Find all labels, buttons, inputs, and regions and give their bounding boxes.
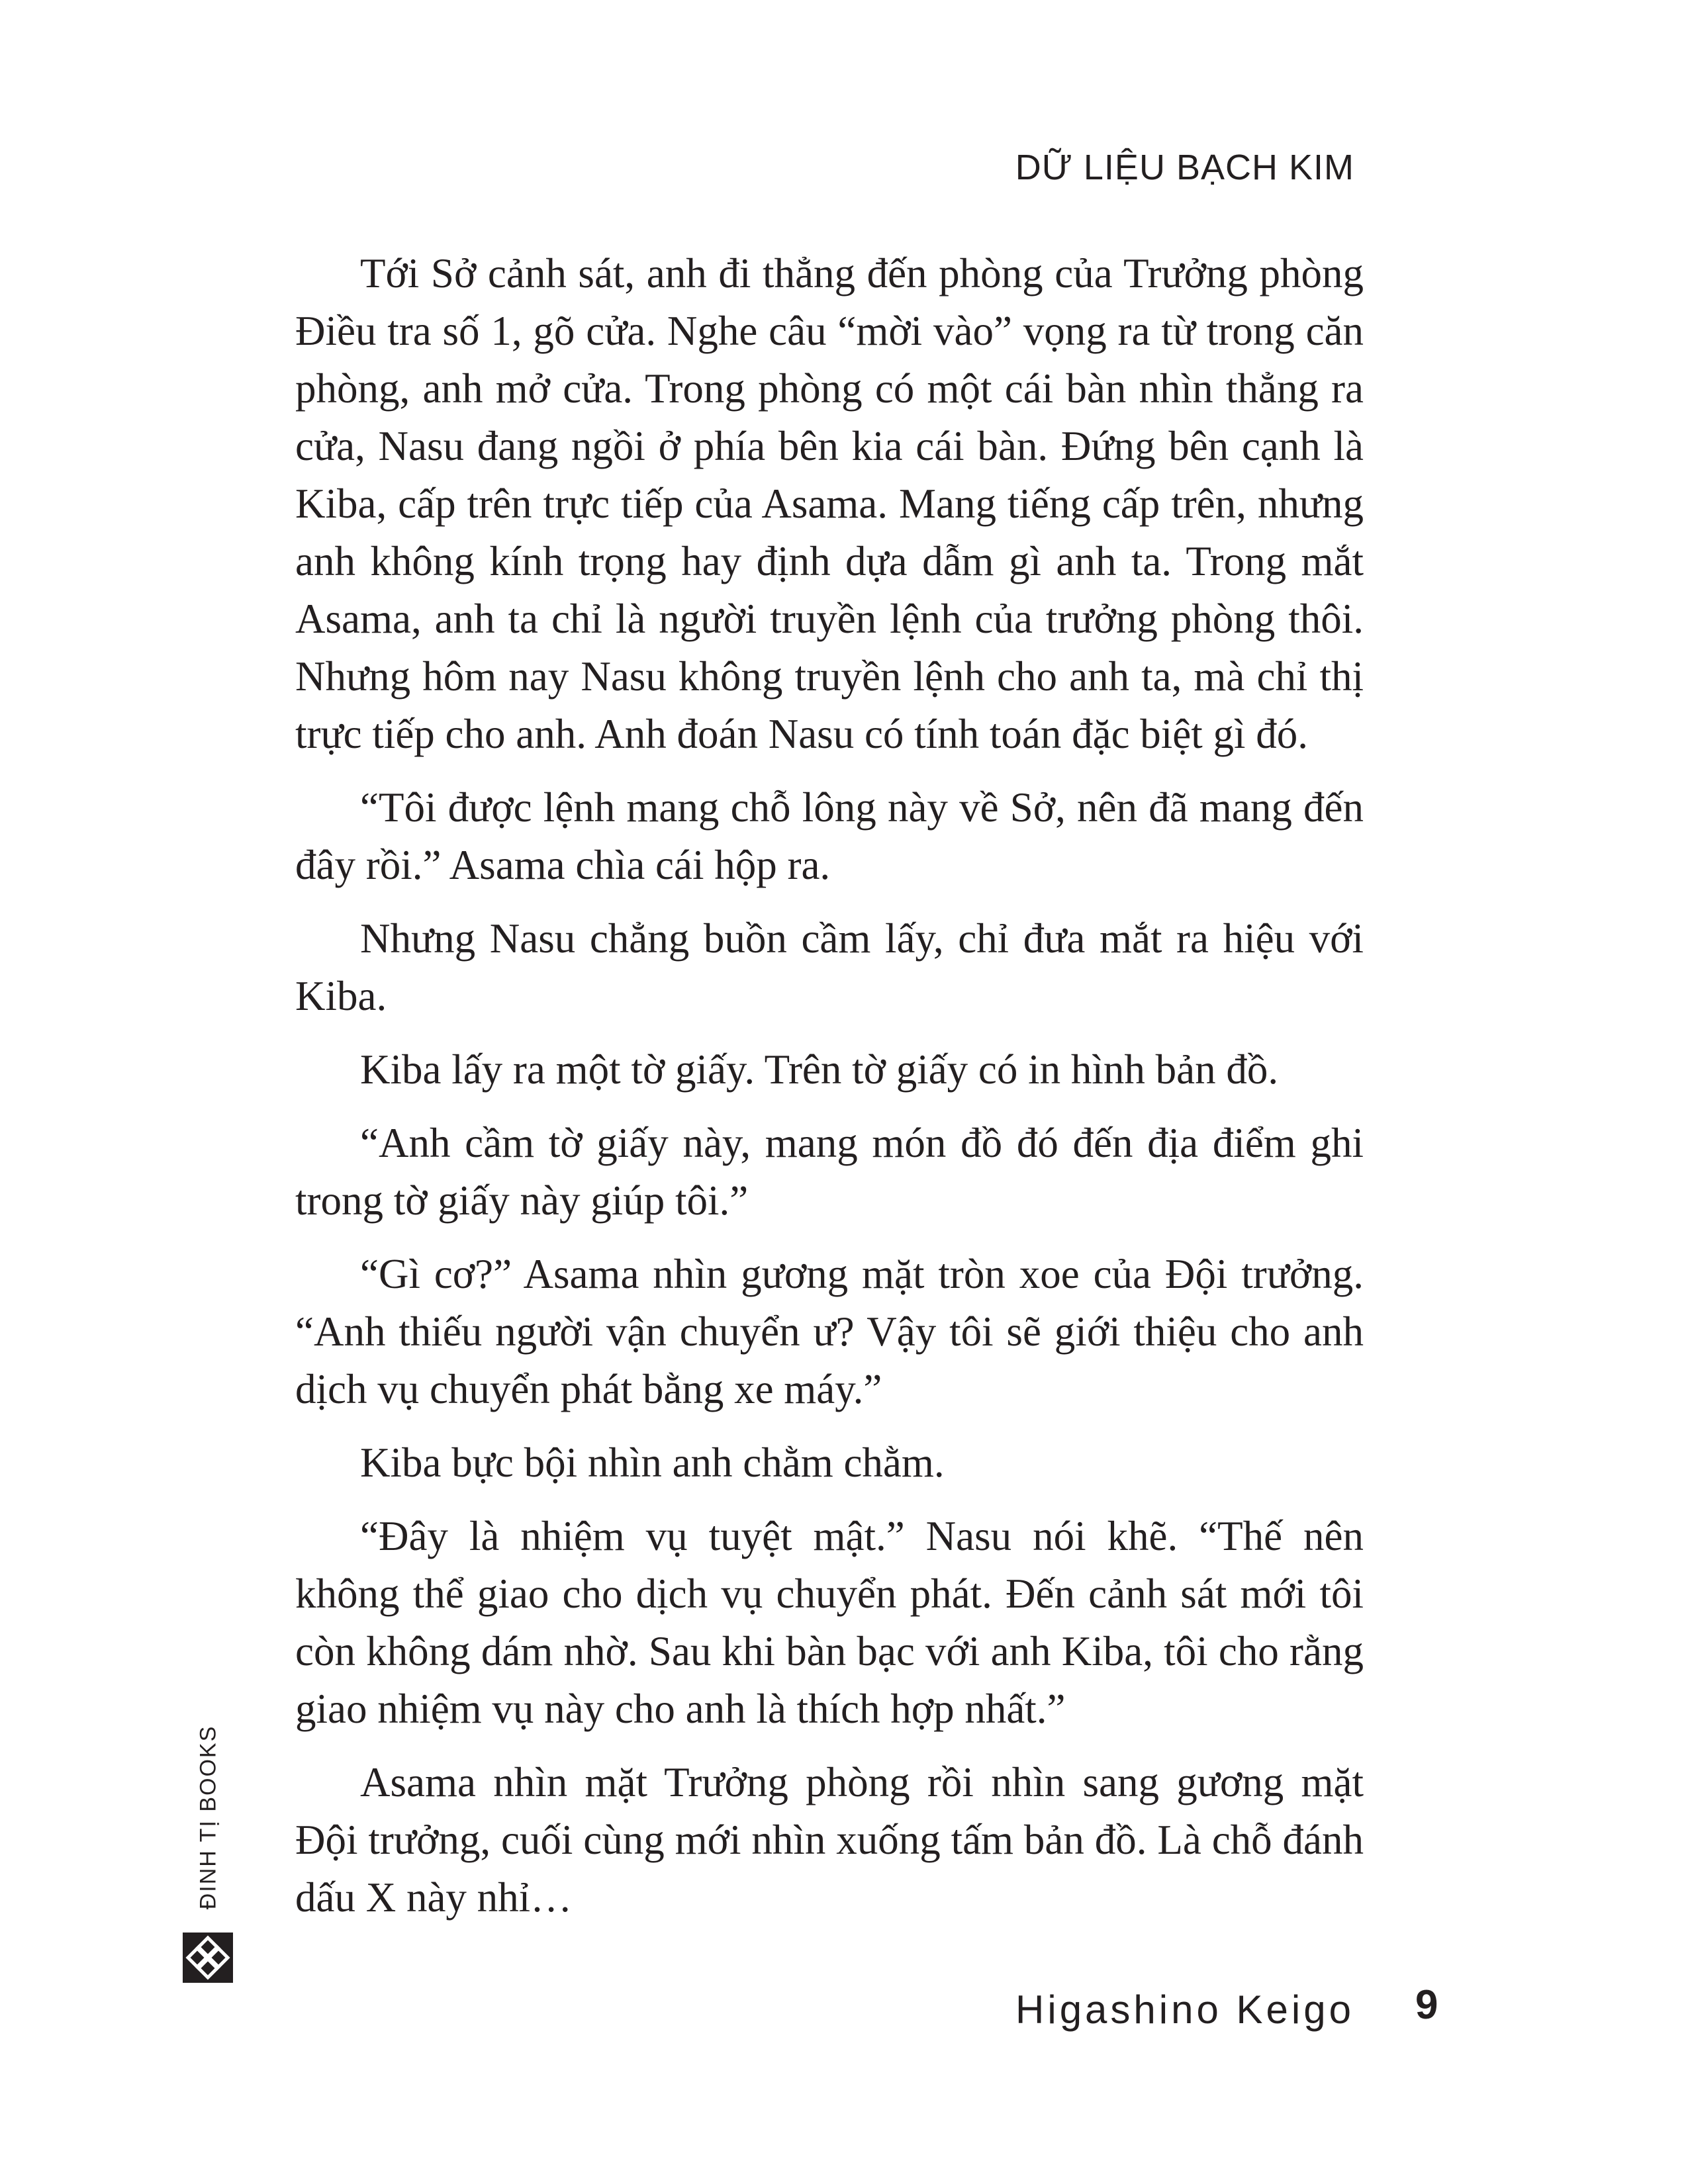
publisher-name: ĐINH TỊ BOOKS xyxy=(195,1725,221,1910)
running-title: DỮ LIỆU BẠCH KIM xyxy=(1015,148,1354,187)
author-name: Higashino Keigo xyxy=(1015,1987,1354,2032)
dinh-ti-books-logo-icon xyxy=(183,1933,233,1983)
paragraph: “Gì cơ?” Asama nhìn gương mặt tròn xoe của Đội trưởng. “Anh thiếu người vận chuyển ư? Vậy tôi sẽ giới thiệu cho anh dịch vụ chuyển phát bằng xe máy.” xyxy=(295,1251,1364,1412)
paragraph: “Anh cầm tờ giấy này, mang món đồ đó đến địa điểm ghi trong tờ giấy này giúp tôi.” xyxy=(295,1120,1364,1224)
paragraph: Tới Sở cảnh sát, anh đi thẳng đến phòng của Trưởng phòng Điều tra số 1, gõ cửa. Nghe câu “mời vào” vọng ra từ trong căn phòng, anh mở cửa. Trong phòng có một cái bàn nhìn thẳng ra cửa, Nasu đang ngồi ở phía bên kia cái bàn. Đứng bên cạnh là Kiba, cấp trên trực tiếp của Asama. Mang tiếng cấp trên, nhưng anh không kính trọng hay định dựa dẫm gì anh ta. Trong mắt Asama, anh ta chỉ là người truyền lệnh của trưởng phòng thôi. Nhưng hôm nay Nasu không truyền lệnh cho anh ta, mà chỉ thị trực tiếp cho anh. Anh đoán Nasu có tính toán đặc biệt gì đó. xyxy=(295,250,1364,757)
paragraph: Kiba bực bội nhìn anh chằm chằm. xyxy=(360,1439,945,1486)
body-text xyxy=(295,245,1364,1927)
paragraph: Asama nhìn mặt Trưởng phòng rồi nhìn sang gương mặt Đội trưởng, cuối cùng mới nhìn xuống tấm bản đồ. Là chỗ đánh dấu X này nhỉ… xyxy=(295,1759,1364,1921)
paragraph: “Đây là nhiệm vụ tuyệt mật.” Nasu nói khẽ. “Thế nên không thể giao cho dịch vụ chuyển phát. Đến cảnh sát mới tôi còn không dám nhờ. Sau khi bàn bạc với anh Kiba, tôi cho rằng giao nhiệm vụ này cho anh là thích hợp nhất.” xyxy=(295,1513,1364,1732)
paragraph: “Tôi được lệnh mang chỗ lông này về Sở, nên đã mang đến đây rồi.” Asama chìa cái hộp ra. xyxy=(295,784,1364,888)
page-number: 9 xyxy=(1415,1982,1438,2028)
paragraph: Nhưng Nasu chẳng buồn cầm lấy, chỉ đưa mắt ra hiệu với Kiba. xyxy=(295,915,1364,1019)
paragraph: Kiba lấy ra một tờ giấy. Trên tờ giấy có in hình bản đồ. xyxy=(360,1046,1279,1093)
publisher-mark xyxy=(179,1725,238,2009)
